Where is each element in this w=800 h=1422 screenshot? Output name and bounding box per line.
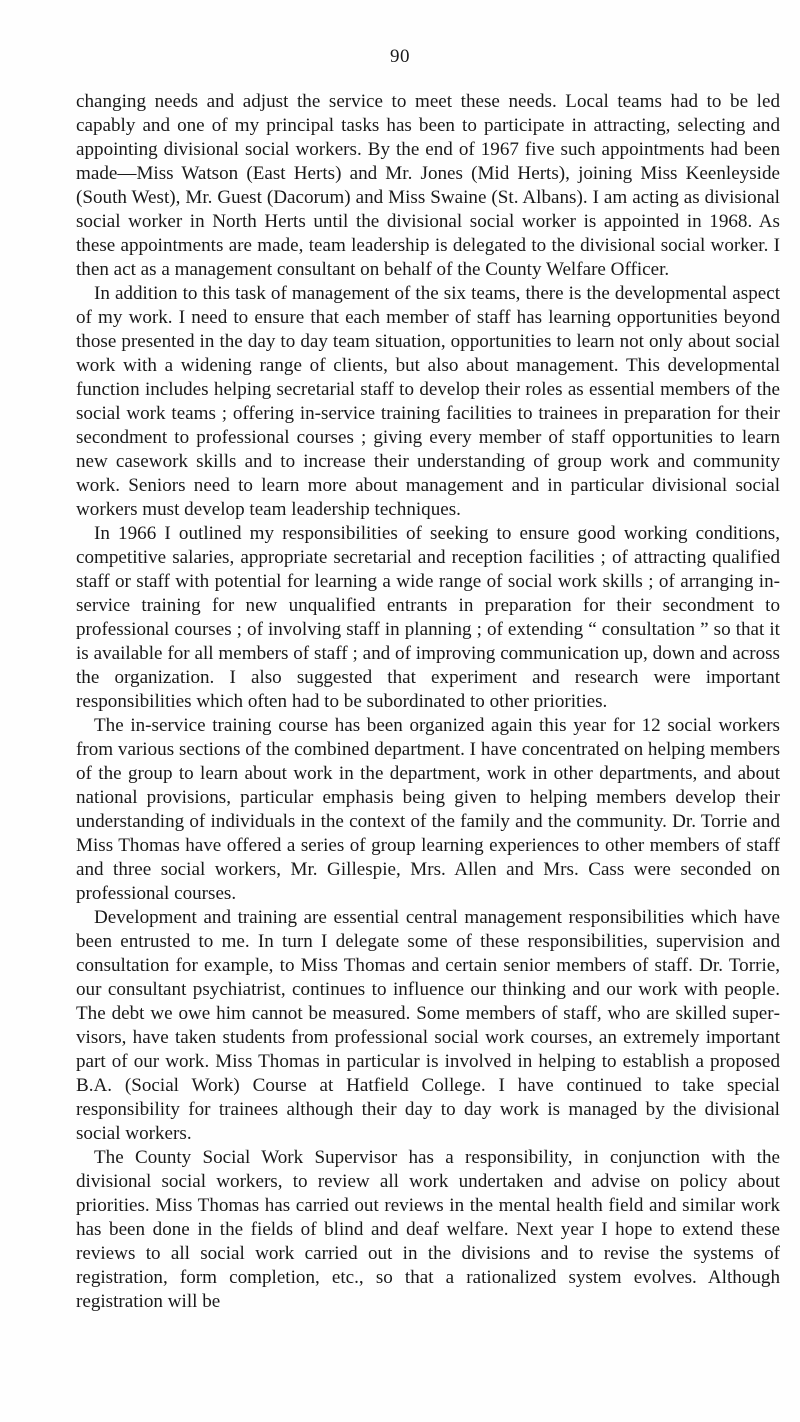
- paragraph-2: In addition to this task of management of the six teams, there is the developmental aspect of my work. I need to ensure that each member of staff has learning opportunities beyond those presented in the day to day team situation, opportunities to learn not only about social work with a widening range of clients, but also about management. This developmental function includes helping secretarial staff to develop their roles as essential members of the social work teams ; offering in-service training facilities to trainees in preparation for their secondment to professional courses ; giving every member of staff opportunities to learn new casework skills and to increase their understanding of group work and community work. Seniors need to learn more about management and in particular divisional social workers must develop team leadership techniques.: [76, 283, 780, 520]
- body-text: [76, 90, 780, 1314]
- paragraph-5: Development and training are essential central management responsibilities which have been entrusted to me. In turn I delegate some of these responsibilities, supervision and consultation for example, to Miss Thomas and certain senior members of staff. Dr. Torrie, our consultant psychiatrist, continues to influence our thinking and our work with people. The debt we owe him cannot be measured. Some members of staff, who are skilled supervisors, have taken students from professional social work courses, an extremely important part of our work. Miss Thomas in particular is involved in helping to establish a proposed B.A. (Social Work) Course at Hatfield College. I have continued to take special responsibility for trainees although their day to day work is managed by the divisional social workers.: [76, 907, 780, 1144]
- paragraph-6: The County Social Work Supervisor has a responsibility, in conjunction with the divisional social workers, to review all work undertaken and advise on policy about priorities. Miss Thomas has carried out reviews in the mental health field and similar work has been done in the fields of blind and deaf welfare. Next year I hope to extend these reviews to all social work carried out in the divisions and to revise the systems of registration, form completion, etc., so that a rationalized system evolves. Although registration will be: [76, 1147, 780, 1312]
- paragraph-1: changing needs and adjust the service to meet these needs. Local teams had to be led capably and one of my principal tasks has been to participate in attracting, selecting and appointing divisional social workers. By the end of 1967 five such appointments had been made—Miss Watson (East Herts) and Mr. Jones (Mid Herts), joining Miss Keenleyside (South West), Mr. Guest (Dacorum) and Miss Swaine (St. Albans). I am acting as divisional social worker in North Herts until the divisional social worker is appointed in 1968. As these appointments are made, team leadership is delegated to the divisional social worker. I then act as a management consultant on behalf of the County Welfare Officer.: [76, 91, 780, 280]
- paragraph-3: In 1966 I outlined my responsibilities of seeking to ensure good working conditions, competitive salaries, appropriate secretarial and reception facilities ; of attracting qualified staff or staff with potential for learning a wide range of social work skills ; of arranging in-service training for new unqualified entrants in preparation for their secondment to professional courses ; of involving staff in planning ; of extending “ consultation ” so that it is available for all members of staff ; and of improving communication up, down and across the organization. I also suggested that experiment and research were important responsibilities which often had to be subordinated to other priorities.: [76, 523, 780, 712]
- paragraph-4: The in-service training course has been organized again this year for 12 social workers from various sections of the combined department. I have concentrated on helping members of the group to learn about work in the department, work in other departments, and about national provisions, particular emphasis being given to helping members develop their understanding of individuals in the context of the family and the community. Dr. Torrie and Miss Thomas have offered a series of group learning experiences to other members of staff and three social workers, Mr. Gillespie, Mrs. Allen and Mrs. Cass were seconded on professional courses.: [76, 715, 780, 904]
- page-number: 90: [390, 46, 410, 67]
